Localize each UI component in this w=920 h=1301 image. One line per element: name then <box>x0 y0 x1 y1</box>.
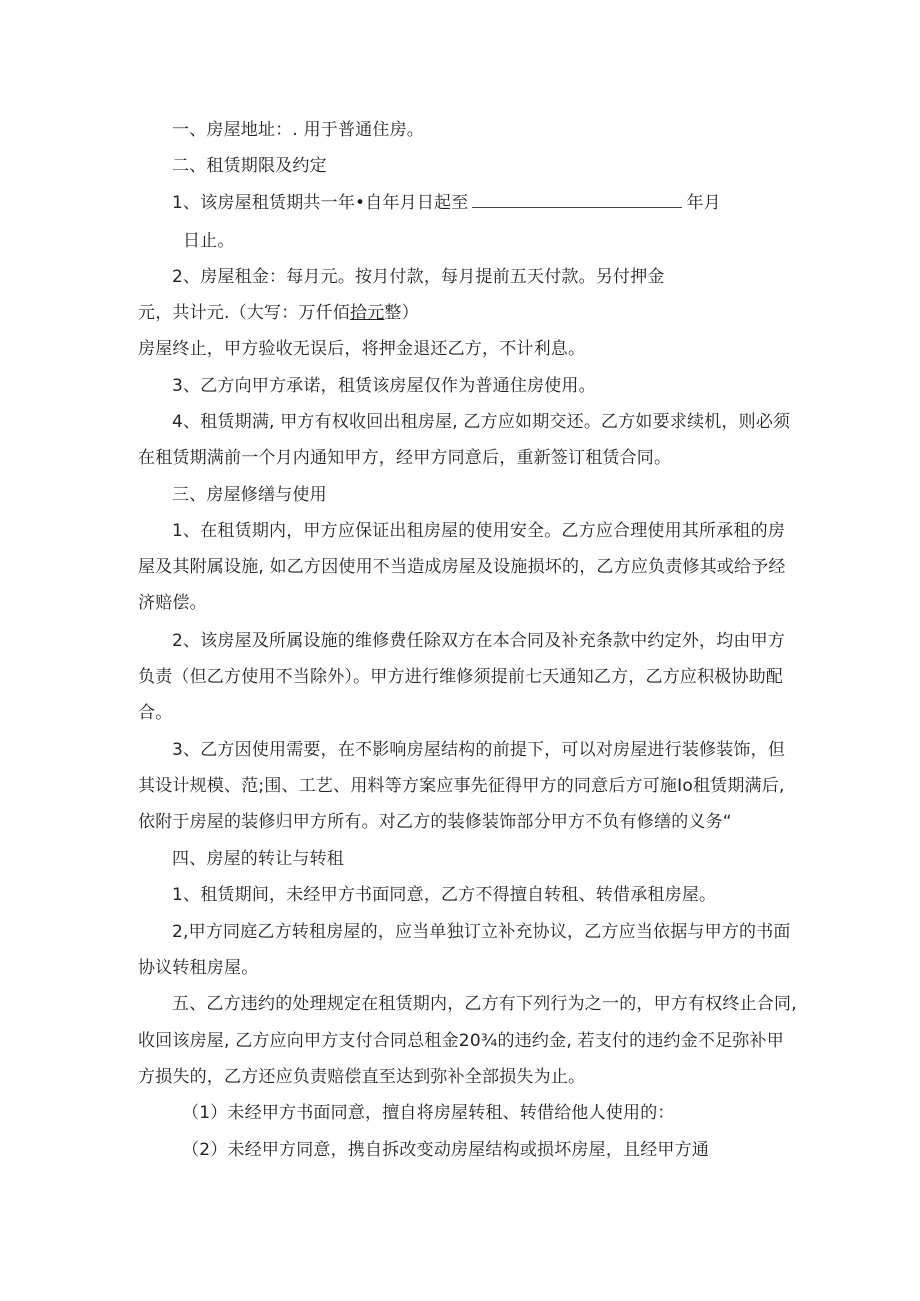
section-3-item-3-cont: 其设计规模、范;围、工艺、用料等方案应事先征得甲方的同意后方可施Io租赁期满后, <box>138 776 785 796</box>
section-4-item-2: 2,甲方同庭乙方转租房屋的，应当单独订立补充协议，乙方应当依据与甲方的书面 <box>172 922 791 942</box>
section-2-item-2: 2、房屋租金：每月元。按月付款，每月提前五天付款。另付押金 <box>172 267 665 287</box>
section-3-item-3: 3、乙方因使用需要，在不影响房屋结构的前提下，可以对房屋进行装修装饰，但 <box>172 740 786 760</box>
section-3-item-3-end: 依附于房屋的装修归甲方所有。对乙方的装修装饰部分甲方不负有修缮的义务“ <box>138 812 732 832</box>
section-5-cont: 收回该房屋, 乙方应向甲方支付合同总租金20¾的违约金, 若支付的违约金不足弥补甲 <box>138 1031 784 1051</box>
section-2-item-2-cont <box>138 301 419 325</box>
section-2-item-2-end: 房屋终止，甲方验收无误后，将押金退还乙方，不计利息。 <box>138 339 586 359</box>
section-2-title: 二、租赁期限及约定 <box>172 156 327 176</box>
underlined-text: 拾元 <box>350 303 385 323</box>
section-3-title: 三、房屋修缮与使用 <box>172 485 327 505</box>
section-2-item-1-text: 1、该房屋租赁期共一年•自年月日起至 <box>172 193 469 213</box>
section-2-item-3: 3、乙方向甲方承诺，租赁该房屋仅作为普通住房使用。 <box>172 376 596 396</box>
section-2-item-1-cont: 日止。 <box>183 231 235 251</box>
section-5-item-1: （1）未经甲方书面同意，擅自将房屋转租、转借给他人使用的： <box>182 1103 675 1123</box>
section-2-item-4-cont: 在租赁期满前一个月内通知甲方，经甲方同意后，重新签订租赁合同。 <box>138 448 672 468</box>
section-1-title: 一、房屋地址：. 用于普通住房。 <box>172 120 425 140</box>
section-4-item-2-cont: 协议转租房屋。 <box>138 958 259 978</box>
section-3-item-2-cont: 负责（但乙方使用不当除外）。甲方进行维修须提前七天通知乙方，乙方应积极协助配 <box>138 667 784 687</box>
fill-in-blank <box>472 192 682 208</box>
section-4-title: 四、房屋的转让与转租 <box>172 849 344 869</box>
section-2-item-1-tail: 年月 <box>686 193 721 213</box>
section-3-item-2-end: 合。 <box>138 703 173 723</box>
section-5-end: 方损失的，乙方还应负责赔偿直至达到弥补全部损失为止。 <box>138 1067 586 1087</box>
deposit-text: 元，共计元.（大写：万仟佰 <box>138 303 351 323</box>
section-3-item-2: 2、该房屋及所属设施的维修费任除双方在本合同及补充条款中约定外，均由甲方 <box>172 631 786 651</box>
section-3-item-1-end: 济赔偿。 <box>138 593 207 613</box>
section-3-item-1: 1、在租赁期内，甲方应保证出租房屋的使用安全。乙方应合理使用其所承租的房 <box>172 521 786 541</box>
deposit-text-end: 整） <box>384 303 419 323</box>
section-5-item-2: （2）未经甲方同意，携自拆改变动房屋结构或损坏房屋，且经甲方通 <box>182 1140 710 1160</box>
section-2-item-4: 4、租赁期满, 甲方有权收回出租房屋, 乙方应如期交还。乙方如要求续机，则必须 <box>172 412 791 432</box>
section-5-title: 五、乙方违约的处理规定在租赁期内，乙方有下列行为之一的，甲方有权终止合同, <box>172 994 797 1014</box>
section-3-item-1-cont: 屋及其附属设施, 如乙方因使用不当造成房屋及设施损坏的，乙方应负责修其或给予经 <box>138 557 786 577</box>
section-2-item-1 <box>172 191 721 215</box>
section-4-item-1: 1、租赁期间，未经甲方书面同意，乙方不得擅自转租、转借承租房屋。 <box>172 885 717 905</box>
